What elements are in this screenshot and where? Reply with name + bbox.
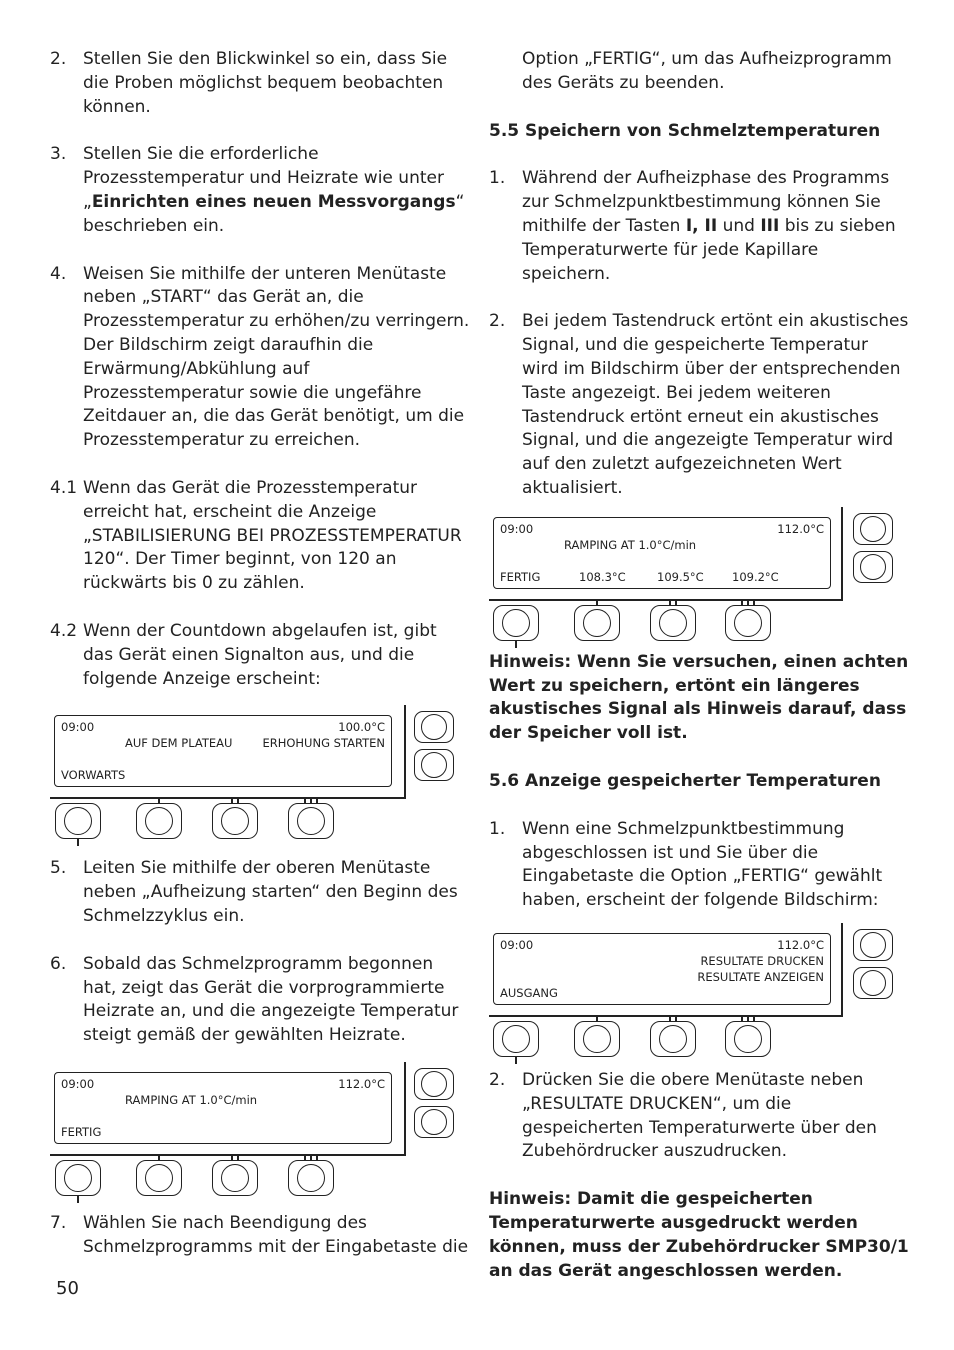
- key-ii[interactable]: [212, 1160, 258, 1196]
- key-iii[interactable]: [288, 803, 334, 839]
- lcd-menu-bottom: AUSGANG: [500, 985, 558, 1000]
- bold-reference: Einrichten eines neuen Messvorgangs: [91, 191, 456, 212]
- step-number: 1.: [489, 818, 506, 839]
- lcd-menu-bottom: FERTIG: [500, 569, 541, 584]
- display-step-2: [489, 1069, 909, 1164]
- lcd-screen: [493, 933, 831, 1005]
- lcd-menu-top: RESULTATE DRUCKEN: [700, 953, 824, 968]
- step-text: Wenn der Countdown abgelaufen ist, gibt das Gerät einen Signalton aus, und die folgende Anzeige erscheint:: [83, 620, 437, 689]
- step-4-1: [50, 477, 470, 596]
- lcd-temperature: 112.0°C: [777, 521, 824, 536]
- upper-menu-key[interactable]: [853, 929, 893, 961]
- note-printer-required: Hinweis: Damit die gespeicherten Temperaturwerte ausgedruckt werden können, muss der Zubehördrucker SMP30/1 an das Gerät angeschlossen werden.: [489, 1189, 909, 1281]
- step-text: Drücken Sie die obere Menütaste neben „RESULTATE DRUCKEN“, um die gespeicherten Temperaturwerte über den Zubehördrucker auszudrucken.: [522, 1069, 877, 1162]
- note-memory-full: Hinweis: Wenn Sie versuchen, einen achten Wert zu speichern, ertönt ein längeres akustisches Signal als Hinweis darauf, dass der Speicher voll ist.: [489, 651, 909, 744]
- step-text: Wenn eine Schmelzpunktbestimmung abgeschlossen ist und Sie über die Eingabetaste die Option „FERTIG“ gewählt haben, erscheint der folgende Bildschirm:: [522, 818, 883, 911]
- lcd-stored-temp-ii: 109.5°C: [657, 569, 704, 584]
- step-text: Wählen Sie nach Beendigung des Schmelzprogramms mit der Eingabetaste die: [83, 1212, 469, 1257]
- step-text: Sobald das Schmelzprogramm begonnen hat, zeigt das Gerät die vorprogrammierte Heizrate an, und die angezeigte Temperatur steigt gemäß der gewählten Heizrate.: [83, 953, 459, 1046]
- device-display-2: [50, 1062, 462, 1190]
- enter-key[interactable]: [55, 1160, 101, 1196]
- lcd-menu-top: ERHOHUNG STARTEN: [262, 736, 385, 751]
- device-display-1: [50, 705, 462, 833]
- left-column: [50, 48, 470, 1260]
- step-text: Stellen Sie die erforderliche Prozesstemperatur und Heizrate wie unter „Einrichten eines neuen Messvorgangs“ beschrieben ein.: [83, 144, 465, 236]
- section-heading-5-6: 5.6 Anzeige gespeicherter Temperaturen: [489, 770, 881, 791]
- step-3: [50, 143, 470, 238]
- step-number: 3.: [50, 144, 67, 165]
- key-iii[interactable]: [288, 1160, 334, 1196]
- step-7: [50, 1212, 470, 1260]
- lcd-status: RAMPING AT 1.0°C/min: [564, 537, 697, 552]
- lcd-stored-temp-i: 108.3°C: [579, 569, 626, 584]
- lcd-time: 09:00: [500, 521, 534, 536]
- lcd-screen: [54, 1072, 392, 1144]
- key-i[interactable]: [574, 1021, 620, 1057]
- step-6: [50, 953, 470, 1048]
- step-text: Während der Aufheizphase des Programms zur Schmelzpunktbestimmung können Sie mithilfe der Tasten I, II und III bis zu sieben Temperaturwerte für jede Kapillare speichern.: [522, 168, 896, 284]
- display-step-1: [489, 818, 909, 913]
- step-4: [50, 263, 470, 453]
- device-display-3: [489, 507, 901, 635]
- store-step-2: [489, 310, 909, 500]
- lcd-menu-middle: RESULTATE ANZEIGEN: [697, 969, 824, 984]
- lcd-status: AUF DEM PLATEAU: [125, 736, 233, 751]
- lcd-stored-temp-iii: 109.2°C: [732, 569, 779, 584]
- step-text: Option „FERTIG“, um das Aufheizprogramm des Geräts zu beenden.: [522, 49, 892, 93]
- lcd-menu-bottom: FERTIG: [61, 1124, 102, 1139]
- lcd-screen: [493, 517, 831, 589]
- right-column: [489, 48, 909, 1283]
- step-text: Wenn das Gerät die Prozesstemperatur erreicht hat, erscheint die Anzeige „STABILISIERUNG BEI PROZESSTEMPERATUR 120“. Der Timer beginnt, von 120 an rückwärts bis 0 zu zählen.: [83, 477, 462, 594]
- step-number: 4.: [50, 263, 67, 284]
- upper-menu-key[interactable]: [414, 1068, 454, 1100]
- lcd-screen: [54, 715, 392, 787]
- key-iii[interactable]: [725, 605, 771, 641]
- step-number: 5.: [50, 858, 67, 879]
- step-number: 1.: [489, 168, 506, 189]
- step-number: 4.1: [50, 477, 78, 498]
- key-i[interactable]: [136, 1160, 182, 1196]
- section-heading-5-5: 5.5 Speichern von Schmelztemperaturen: [489, 120, 881, 141]
- lcd-temperature: 100.0°C: [338, 720, 385, 735]
- step-text: Weisen Sie mithilfe der unteren Menütaste neben „START“ das Gerät an, die Prozesstemperatur zu erhöhen/zu verringern. Der Bildschirm zeigt daraufhin die Erwärmung/Abkühlung auf Prozesstemperatur sowie die ungefähre Zeitdauer an, die das Gerät benötigt, um die Prozesstemperatur zu erreichen.: [83, 263, 470, 451]
- step-7-continued: [489, 48, 909, 96]
- step-5: [50, 857, 470, 928]
- lcd-menu-bottom: VORWARTS: [61, 768, 126, 783]
- key-iii[interactable]: [725, 1021, 771, 1057]
- key-i[interactable]: [136, 803, 182, 839]
- lcd-temperature: 112.0°C: [777, 937, 824, 952]
- key-i[interactable]: [574, 605, 620, 641]
- step-number: 2.: [489, 1069, 506, 1090]
- enter-key[interactable]: [493, 1021, 539, 1057]
- key-ii[interactable]: [650, 605, 696, 641]
- step-2: [50, 48, 470, 119]
- step-4-2: [50, 620, 470, 691]
- upper-menu-key[interactable]: [414, 711, 454, 743]
- enter-key[interactable]: [55, 803, 101, 839]
- lower-menu-key[interactable]: [853, 967, 893, 999]
- device-display-4: [489, 923, 901, 1051]
- lcd-time: 09:00: [500, 937, 534, 952]
- lcd-time: 09:00: [61, 720, 95, 735]
- store-step-1: [489, 167, 909, 286]
- step-text: Stellen Sie den Blickwinkel so ein, dass Sie die Proben möglichst bequem beobachten können.: [83, 49, 448, 117]
- lower-menu-key[interactable]: [414, 749, 454, 781]
- page-number: 50: [56, 1278, 79, 1299]
- lcd-time: 09:00: [61, 1076, 95, 1091]
- step-number: 7.: [50, 1212, 67, 1233]
- key-ii[interactable]: [212, 803, 258, 839]
- step-number: 2.: [50, 49, 67, 69]
- upper-menu-key[interactable]: [853, 513, 893, 545]
- step-text: Leiten Sie mithilfe der oberen Menütaste neben „Aufheizung starten“ den Beginn des Schmelzzyklus ein.: [83, 858, 458, 926]
- lcd-status: RAMPING AT 1.0°C/min: [125, 1092, 258, 1107]
- step-text: Bei jedem Tastendruck ertönt ein akustisches Signal, und die gespeicherte Temperatur wird im Bildschirm über der entsprechenden Taste angezeigt. Bei jedem weiteren Tastendruck ertönt erneut ein akustisches Signal, und die angezeigte Temperatur wird auf den zuletzt aufgezeichneten Wert aktualisiert.: [522, 311, 909, 498]
- lower-menu-key[interactable]: [853, 551, 893, 583]
- lower-menu-key[interactable]: [414, 1106, 454, 1138]
- step-number: 2.: [489, 311, 506, 332]
- step-number: 6.: [50, 953, 67, 974]
- step-number: 4.2: [50, 620, 78, 641]
- enter-key[interactable]: [493, 605, 539, 641]
- key-ii[interactable]: [650, 1021, 696, 1057]
- lcd-temperature: 112.0°C: [338, 1076, 385, 1091]
